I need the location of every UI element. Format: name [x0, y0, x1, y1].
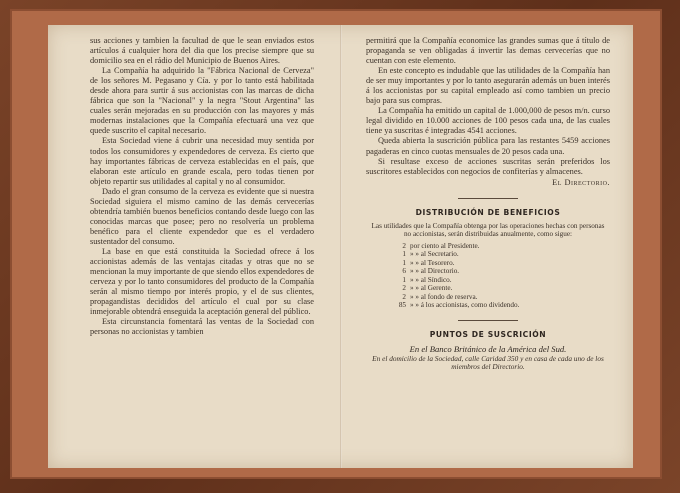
list-item: [390, 301, 610, 309]
paragraph: Esta circunstancia fomentará las ventas de la Sociedad con personas no accionistas y tambien: [90, 317, 314, 337]
paragraph: sus acciones y tambien la facultad de que le sean enviados estos artículos á cualquier hora del dia que los precise siempre que su domicilio sea en el rádio del Municipio de Buenos Aires.: [90, 36, 314, 66]
signature: El Directorio.: [552, 177, 610, 187]
paragraph: En este concepto es indudable que las utilidades de la Compañía han de ser muy importantes y por lo tanto asegurarán además un buen interés á los accionistas por su capital empleado así como tambien un precio bajo para sus compras.: [366, 66, 610, 106]
share-amount: 2: [402, 292, 406, 301]
subscription-note: En el domicilio de la Sociedad, calle Caridad 350 y en casa de cada uno de los miembros del Directorio.: [372, 353, 604, 372]
share-recipient: » » al Síndico.: [410, 275, 452, 284]
share-recipient: por ciento al Presidente.: [410, 241, 480, 250]
list-item: [390, 250, 610, 258]
page-fold: [340, 25, 342, 468]
paragraph: Si resultase exceso de acciones suscritas serán preferidos los suscritores establecidos con negocios de confiterías y almacenes.: [366, 156, 610, 176]
subscription-bank: En el Banco Británico de la América del Sud.: [409, 343, 567, 354]
paragraph: Queda abierta la suscrición pública para las restantes 5459 acciones pagaderas en cinco cuotas mensuales de 20 pesos cada una.: [366, 136, 610, 156]
paragraph: Dado el gran consumo de la cerveza es evidente que si nuestra Sociedad siguiera el mismo camino de las demás cervecerías obtendría también buenos beneficios contando desde luego con las conocidas marcas que posee; pero no resolvería un problema benéfico para el cliente expendedor que es el verdadero sustentador del consumo.: [90, 186, 314, 246]
divider: [458, 320, 518, 321]
divider: [458, 198, 518, 199]
share-recipient: » » á los accionistas, como dividendo.: [410, 301, 520, 310]
list-item: [390, 242, 610, 250]
list-item: [390, 284, 610, 292]
distribution-intro: Las utilidades que la Compañía obtenga por las operaciones hechas con personas no accionistas, serán distribuidas anualmente, como sigue:: [371, 221, 605, 239]
share-recipient: » » al Tesorero.: [410, 258, 455, 267]
right-page-column: [366, 36, 610, 372]
left-page-column: [90, 36, 314, 337]
paragraph: Esta Sociedad viene á cubrir una necesidad muy sentida por todos los consumidores y expendedores de cerveza. Es cierto que hay importantes fábricas de cerveza establecidas en el país, que elaboran este artículo en grande escala, pero todas tienen por objeto repartir sus utilidades al capital y no al consumidor.: [90, 136, 314, 186]
list-item: [390, 293, 610, 301]
share-recipient: » » al fondo de reserva.: [410, 292, 478, 301]
distribution-heading: DISTRIBUCIÓN DE BENEFICIOS: [415, 207, 561, 217]
list-item: [390, 259, 610, 267]
share-amount: 2: [402, 241, 406, 250]
share-amount: 1: [402, 250, 406, 259]
share-recipient: » » al Gerente.: [410, 284, 453, 293]
share-recipient: » » al Directorio.: [410, 267, 460, 276]
share-amount: 1: [402, 275, 406, 284]
share-amount: 2: [402, 284, 406, 293]
list-item: [390, 267, 610, 275]
subscription-heading: PUNTOS DE SUSCRICIÓN: [429, 329, 547, 339]
list-item: [390, 276, 610, 284]
share-amount: 6: [402, 267, 406, 276]
share-amount: 1: [402, 258, 406, 267]
paragraph: La Compañía ha adquirido la "Fábrica Nacional de Cerveza" de los señores M. Pegasano y Cía. y por lo tanto está habilitada desde ahora para surtir á sus accionistas con las marcas de dicha fábrica que son la "Nacional" y la negra "Stout Argentina" las cuales serán mejoradas en su producción con las mayores y más modernas instalaciones que la Compañía efectuará una vez que quede suscrito el capital necesario.: [90, 66, 314, 136]
share-recipient: » » al Secretario.: [410, 250, 459, 259]
share-amount: 85: [398, 301, 406, 310]
distribution-list: [390, 242, 610, 310]
paragraph: La Compañía ha emitido un capital de 1.000,000 de pesos m/n. curso legal dividido en 10.000 acciones de 100 pesos cada una, de las cuales tiene ya suscritas é integradas 4541 acciones.: [366, 106, 610, 136]
paragraph: permitirá que la Compañía economice las grandes sumas que á título de propaganda se ven obligadas á invertir las demas cervecerías que no cuentan con este elemento.: [366, 36, 610, 66]
paragraph: La base en que está constituida la Sociedad ofrece á los accionistas además de las ventajas citadas y otras que no se mencionan la muy importante de que siendo ellos expendedores de cerveza y por lo tanto consumidores del producto de la Compañía serán al mismo tiempo por interés propio, y el de sus clientes, propagandistas decididos del artículo el cual por su clase inmejorable obtendrá enseguida la aceptación general del público.: [90, 246, 314, 317]
